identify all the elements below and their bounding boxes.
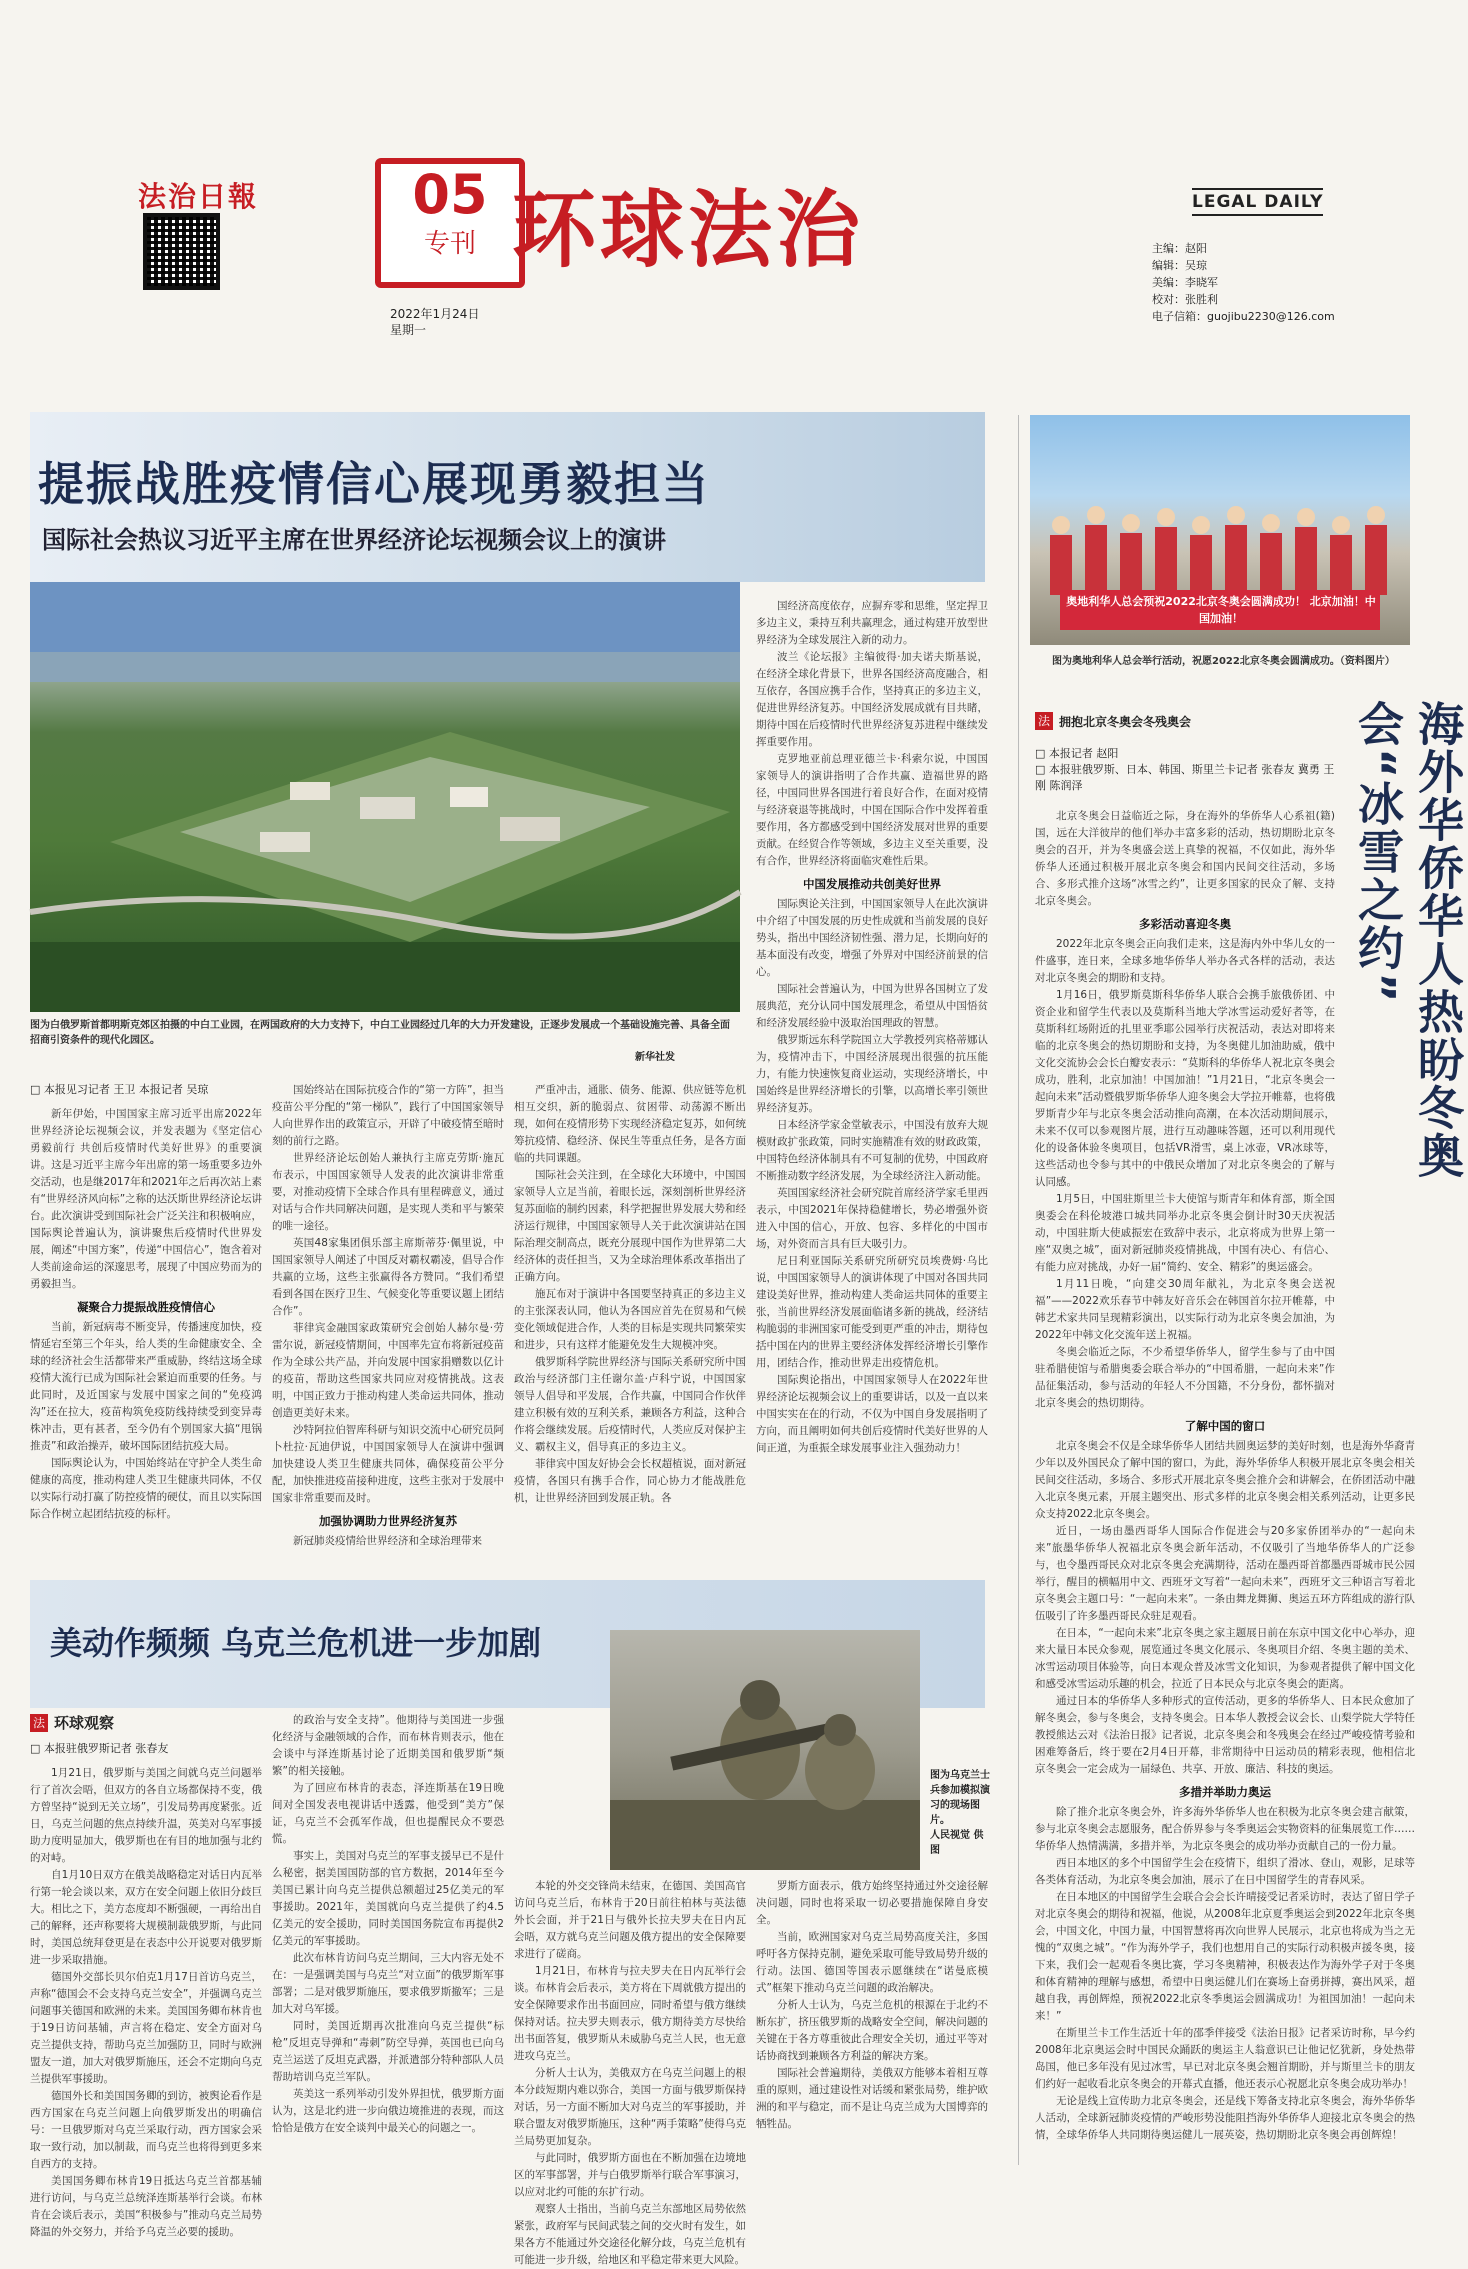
paragraph: 沙特阿拉伯智库科研与知识交流中心研究员阿卜杜拉·瓦迪伊说，中国国家领导人在演讲中强调加快建设人类卫生健康共同体，确保疫苗公平分配，加快推进疫苗接种进度，这些主张对于发展中国家非常重要而及时。 <box>272 1424 504 1504</box>
page-number-badge <box>375 158 525 288</box>
logo-mark-icon: 法 <box>30 1714 48 1732</box>
paragraph: 罗斯方面表示，俄方始终坚持通过外交途径解决问题，同时也将采取一切必要措施保障自身安全。 <box>756 1880 988 1926</box>
subheading: 了解中国的窗口 <box>1184 1419 1266 1433</box>
subheading: 中国发展推动共创美好世界 <box>803 877 941 891</box>
paragraph: 自1月10日双方在俄美战略稳定对话日内瓦举行第一轮会谈以来，双方在安全问题上依旧分歧巨大。相比之下，美方态度却不断强硬，一再给出自己的解释，还声称要将大规模制裁俄罗斯，与此同时，美国总统拜登更是在表态中公开说要对俄罗斯进一步采取措施。 <box>30 1869 262 1966</box>
soldiers-illustration <box>610 1630 920 1870</box>
paragraph: 英国国家经济社会研究院首席经济学家毛里西表示，中国2021年保持稳健增长，势必增强外资进入中国的信心，开放、包容、多样化的中国市场，对外资而言具有巨大吸引力。 <box>756 1187 988 1250</box>
paragraph: 国始终站在国际抗疫合作的“第一方阵”，担当疫苗公平分配的“第一梯队”，践行了中国国家领导人向世界作出的政策宣示，开辟了中破疫情至暗时刻的前行之路。 <box>272 1084 504 1147</box>
paragraph: 国际社会普遍期待，美俄双方能够本着相互尊重的原则，通过建设性对话缓和紧张局势，维护欧洲的和平与稳定，而不是让乌克兰成为大国博弈的牺牲品。 <box>756 2067 988 2130</box>
masthead <box>0 0 1440 337</box>
paragraph: 1月5日，中国驻斯里兰卡大使馆与斯青年和体育部，斯全国奥委会在科伦坡港口城共同举办北京冬奥会倒计时30天庆祝活动，中国驻斯大使戚振宏在致辞中表示，北京将成为世界上第一座“双奥之城”，面对新冠肺炎疫情挑战，中国有决心、有信心、有能力应对挑战，办好一届“简约、安全、精彩”的奥运盛会。 <box>1035 1193 1335 1273</box>
paragraph: 观察人士指出，当前乌克兰东部地区局势依然紧张，政府军与民间武装之间的交火时有发生，如果各方不能通过外交途径化解分歧，乌克兰危机有可能进一步升级，给地区和平稳定带来更大风险。 <box>514 2203 746 2266</box>
paragraph: 国际舆论指出，中国国家领导人在2022年世界经济论坛视频会议上的重要讲话，以及一直以来中国实实在在的行动，不仅为中国自身发展指明了方向，而且阐明如何共创后疫情时代美好世界的人间正道，为重振全球发展事业注入强劲动力！ <box>756 1374 988 1454</box>
paragraph: 分析人士认为，乌克兰危机的根源在于北约不断东扩，挤压俄罗斯的战略安全空间，解决问题的关键在于各方尊重彼此合理安全关切，通过平等对话协商找到兼顾各方利益的解决方案。 <box>756 1999 988 2062</box>
page-number: 05 <box>412 163 488 226</box>
paragraph: 美国国务卿布林肯19日抵达乌克兰首都基辅进行访问，与乌克兰总统泽连斯基举行会谈。布林肯在会谈后表示，美国“积极参与”推动乌克兰局势降温的外交努力，并给予乌克兰必要的援助。 <box>30 2175 262 2238</box>
brand-en: LEGAL DAILY <box>1192 188 1323 216</box>
ukraine-photo-caption: 图为乌克兰士兵参加模拟演习的现场图片。 人民视觉 供图 <box>930 1770 990 1856</box>
paragraph: 俄罗斯远东科学院国立大学教授列宾格蒂娜认为，疫情冲击下，中国经济展现出很强的抗压能力，有能力快速恢复商业运动，实现经济增长，中国始终是世界经济增长的引擎，以高增长率引领世界经济复苏。 <box>756 1034 988 1114</box>
paragraph: 事实上，美国对乌克兰的军事支援早已不是什么秘密，据美国国防部的官方数据，2014年至今美国已累计向乌克兰提供总额超过25亿美元的军事援助。2021年，美国就向乌克兰提供了约4.5亿美元的安全援助，同时美国国务院宣布再提供2亿美元的军事援助。 <box>272 1850 504 1947</box>
lead-column-4 <box>756 598 988 1457</box>
paragraph: 日本经济学家金堂敏表示，中国没有放弃大规模财政扩张政策，同时实施精准有效的财政政策，中国特色经济体制具有不可复制的优势，中国政府不断推动数字经济发展，为全球经济注入新动能。 <box>756 1119 988 1182</box>
paragraph: 北京冬奥会日益临近之际，身在海外的华侨华人心系祖(籍)国，远在大洋彼岸的他们举办丰富多彩的活动，热切期盼北京冬奥会的召开，并为冬奥盛会送上真挚的祝福，不仅如此，海外华侨华人还通过积极开展北京冬奥会和国内民间交往活动，多场合、多形式推介这场“冰雪之约”，让更多国家的民众了解、支持北京冬奥会。 <box>1035 810 1335 907</box>
logo-mark-icon: 法 <box>1035 712 1053 730</box>
paragraph: 新年伊始，中国国家主席习近平出席2022年世界经济论坛视频会议，并发表题为《坚定信心 勇毅前行 共创后疫情时代美好世界》的重要演讲。这是习近平主席今年出席的第一场重要多边外交活动，也是继2017年和2021年之后再次站上素有“世界经济风向标”之称的达沃斯世界经济论坛讲台。此次演讲受到国际社会广泛关注和积极响应，国际舆论普遍认为，演讲聚焦后疫情时代世界发展，阐述“中国方案”，传递“中国信心”，饱含着对人类前途命运的深邃思考，展现了中国应势而为的勇毅担当。 <box>30 1108 262 1290</box>
olympics-column <box>1035 808 1415 2144</box>
paragraph: 1月11日晚，“向建交30周年献礼，为北京冬奥会送祝福”——2022欢乐春节中韩友好音乐会在韩国首尔拉开帷幕，中韩艺术家共同呈现精彩演出，以实际行动为北京冬奥会加油，为2022年中韩文化交流年送上祝福。 <box>1035 1278 1335 1341</box>
paragraph: 1月21日，布林肯与拉夫罗夫在日内瓦举行会谈。布林肯会后表示，美方将在下周就俄方提出的安全保障要求作出书面回应，同时希望与俄方继续保持对话。拉夫罗夫则表示，俄方期待美方尽快给出书面答复，俄罗斯从未威胁乌克兰人民，也无意进攻乌克兰。 <box>514 1965 746 2062</box>
page-label: 专刊 <box>423 229 476 259</box>
subheading: 多彩活动喜迎冬奥 <box>1139 917 1231 931</box>
paragraph: 分析人士认为，美俄双方在乌克兰问题上的根本分歧短期内难以弥合，美国一方面与俄罗斯保持对话，另一方面不断加大对乌克兰的军事援助，并联合盟友对俄罗斯施压，这种“两手策略”使得乌克兰局势更加复杂。 <box>514 2067 746 2147</box>
ukraine-headline: 美动作频频 乌克兰危机进一步加剧 <box>50 1624 542 1662</box>
olympics-photo-caption: 图为奥地利华人总会举行活动，祝愿2022北京冬奥会圆满成功。（资料图片） <box>1052 656 1395 667</box>
lead-photo-credit: 新华社发 <box>635 1052 675 1063</box>
olympics-photo <box>1030 415 1410 645</box>
paragraph: 同时，美国近期再次批准向乌克兰提供“标枪”反坦克导弹和“毒刺”防空导弹，英国也已向乌克兰运送了反坦克武器，并派遣部分特种部队人员帮助培训乌克兰军队。 <box>272 2020 504 2083</box>
paragraph: 西日本地区的多个中国留学生会在疫情下，组织了滑冰、登山，观影，足球等各类体育活动，为北京冬奥会加油，展示了在日中国留学生的青春风采。 <box>1035 1857 1415 1886</box>
paragraph: 在斯里兰卡工作生活近十年的邵季伴接受《法治日报》记者采访时称，早今约2008年北京奥运会时中国民众踊跃的奥运主人翁意识已让他记忆犹新，身处热带岛国，他已多年没有见过冰雪，早已对北京冬奥会翘首期盼，并与斯里兰卡的朋友们约好一起收看北京冬奥会的开幕式直播，他还表示心祝愿北京冬奥会成功举办！ <box>1035 2027 1415 2090</box>
subheading: 凝聚合力提振战胜疫情信心 <box>77 1300 215 1314</box>
paragraph: 本轮的外交交锋尚未结束，在德国、美国高官访问乌克兰后，布林肯于20日前往柏林与英法德外长会面，并于21日与俄外长拉夫罗夫在日内瓦会晤，双方就乌克兰问题及俄方提出的安全保障要求进行了磋商。 <box>514 1880 746 1960</box>
paragraph: 1月21日，俄罗斯与美国之间就乌克兰问题举行了首次会晤，但双方的各自立场都保持不变，俄方曾坚持“说到无关立场”，引发局势再度紧张。近日，乌克兰问题的焦点持续升温，英美对乌军事援助力度明显加大，俄罗斯也在有目的地加强与北约的对峙。 <box>30 1767 262 1864</box>
paragraph: 的政治与安全支持”。他期待与美国进一步强化经济与金融领域的合作，而布林肯则表示，他在会谈中与泽连斯基讨论了近期美国和俄罗斯“频繁”的相关接触。 <box>272 1714 504 1777</box>
paragraph: 尼日利亚国际关系研究所研究员埃费姆·乌比说，中国国家领导人的演讲体现了中国对各国共同建设美好世界，推动构建人类命运共同体的重要主张，当前世界经济发展面临诸多新的挑战，经济结构脆弱的非洲国家可能受到更严重的冲击，期待包括中国在内的世界主要经济体发挥经济增长引擎作用，团结合作，推动世界走出疫情危机。 <box>756 1255 988 1369</box>
ukraine-byline: □ 本报驻俄罗斯记者 张春友 <box>30 1742 169 1755</box>
paragraph: 近日，一场由墨西哥华人国际合作促进会与20多家侨团举办的“一起向未来”旅墨华侨华人祝福北京冬奥会新年活动，不仅吸引了当地华侨华人的广泛参与，也令墨西哥民众对北京冬奥会充满期待，活动在墨西哥首都墨西哥城市民公园举行，醒目的横幅用中文、西班牙文写着“一起向未来”，西班牙文三种语言写着北京冬奥会主题口号：“一起向未来”。一条由舞龙舞狮、奥运五环方阵组成的游行队伍吸引了许多墨西哥民众驻足观看。 <box>1035 1525 1415 1622</box>
olympics-banner-text: 奥地利华人总会预祝2022北京冬奥会圆满成功！ 北京加油！中国加油！ <box>1066 595 1376 625</box>
issue-weekday: 星期一 <box>390 323 427 337</box>
olympics-vertical-title: 海外华侨华人热盼冬奥会“冰雪之约” <box>1351 700 1465 1180</box>
lead-column-1 <box>30 1082 262 1523</box>
ukraine-column-2 <box>272 1712 504 2137</box>
paragraph: 德国外交部长贝尔伯克1月17日首访乌克兰，声称“德国会不会支持乌克兰安全”，并强调乌克兰问题事关德国和欧洲的未来。美国国务卿布林肯也于19日访问基辅，声言将在稳定、安全方面对乌克兰提供支持，帮助乌克兰加强防卫，同时与欧洲盟友一道，加大对俄罗斯施压，还会不定期向乌克兰提供军事援助。 <box>30 1971 262 2085</box>
ukraine-photo <box>610 1630 920 1870</box>
paragraph: 克罗地亚前总理亚德兰卡·科索尔说，中国国家领导人的演讲指明了合作共赢、造福世界的路径，中国同世界各国进行着良好合作，在面对疫情与经济衰退等挑战时，中国在国际合作中发挥着重要作用，各方都感受到中国经济发展对世界的重要贡献。在经贸合作等领域，多边主义至关重要，没有合作，世界经济将面临灾难性后果。 <box>756 753 988 867</box>
subheading: 加强协调助力世界经济复苏 <box>319 1514 457 1528</box>
paragraph: 北京冬奥会不仅是全球华侨华人团结共圆奥运梦的美好时刻，也是海外华裔青少年以及外国民众了解中国的窗口，为此，海外华侨华人积极开展北京冬奥会相关民间交往活动，多场合、多形式开展北京冬奥会推介会和讲解会，在侨团活动中融入北京冬奥元素，开展主题突出、形式多样的北京冬奥会相关系列活动，让更多民众支持2022北京冬奥会。 <box>1035 1440 1415 1520</box>
paragraph: 严重冲击，通胀、债务、能源、供应链等危机相互交织，新的脆弱点、贫困带、动荡源不断出现，如何在疫情形势下实现经济稳定复苏，如何统筹抗疫情、稳经济、保民生等重点任务，是各方面临的共同课题。 <box>514 1084 746 1164</box>
editor-list: 主编：赵阳 编辑：吴琼 美编：李晓军 校对：张胜利 电子信箱：guojibu2230@126.com <box>1152 242 1335 323</box>
ukraine-column-3 <box>514 1878 746 2269</box>
ukraine-tag: 法 环球观察 <box>30 1712 262 1733</box>
olympics-byline: □ 本报记者 赵阳 □ 本报驻俄罗斯、日本、韩国、斯里兰卡记者 张春友 冀勇 王刚 陈润泽 <box>1035 747 1335 792</box>
lead-column-2 <box>272 1082 504 1550</box>
paragraph: 国际社会普遍认为，中国为世界各国树立了发展典范，充分认同中国发展理念，希望从中国悟贫和经济发展经验中汲取治国理政的智慧。 <box>756 983 988 1029</box>
paragraph: 英美这一系列举动引发外界担忧，俄罗斯方面认为，这是北约进一步向俄边境推进的表现，而这恰恰是俄方在安全谈判中最关心的问题之一。 <box>272 2088 504 2134</box>
paragraph: 国际舆论认为，中国始终站在守护全人类生命健康的高度，推动构建人类卫生健康共同体，不仅以实际行动打赢了防控疫情的硬仗，而且以实际国际合作树立起团结抗疫的标杆。 <box>30 1457 262 1520</box>
paragraph: 与此同时，俄罗斯方面也在不断加强在边境地区的军事部署，并与白俄罗斯举行联合军事演习，以应对北约可能的东扩行动。 <box>514 2152 746 2198</box>
paragraph: 世界经济论坛创始人兼执行主席克劳斯·施瓦布表示，中国国家领导人发表的此次演讲非常重要，对推动疫情下全球合作具有里程碑意义，通过对话与合作共同解决问题，是实现人类和平与繁荣的唯一途径。 <box>272 1152 504 1232</box>
paragraph: 国际舆论关注到，中国国家领导人在此次演讲中介绍了中国发展的历史性成就和当前发展的良好势头，指出中国经济韧性强、潜力足，长期向好的基本面没有改变，增强了外界对中国经济前景的信心。 <box>756 898 988 978</box>
paragraph: 1月16日，俄罗斯莫斯科华侨华人联合会携手旅俄侨团、中资企业和留学生代表以及莫斯科当地大学冰雪运动爱好者等，在莫斯科红场附近的扎里亚季耶公园举行庆祝活动，表达对即将来临的北京冬奥会的热切期盼和支持，为冬奥健儿加油助威，俄中文化交流协会会长白瓣安表示：“莫斯科的华侨华人祝北京冬奥会成功，胜利，北京加油！中国加油！”1月21日，“北京冬奥会一起向未来”活动暨俄罗斯华侨华人迎冬奥会大学拉开帷幕，也将俄罗斯青少年与北京冬奥会活动推向高潮，在本次活动期间展示，未来不仅可以参观图片展，进行互动趣味答题，还可以利用现代化的设备体验冬奥项目，包括VR滑雪，桌上冰壶，VR冰球等，这些活动也令参与其中的中俄民众增加了对北京冬奥会的了解与认同感。 <box>1035 989 1335 1188</box>
paragraph: 在日本，“一起向未来”北京冬奥之家主题展日前在东京中国文化中心举办，迎来大量日本民众参观，展览通过冬奥文化展示、冬奥项目介绍、冬奥主题的美术、冰雪运动项目体验等，向日本观众普及冰雪文化知识，为参观者提供了解中国文化和感受冰雪运动乐趣的机会，拉近了日本民众与北京冬奥会的距离。 <box>1035 1627 1415 1690</box>
paragraph: 当前，新冠病毒不断变异，传播速度加快，疫情延宕至第三个年头，给人类的生命健康安全、全球的经济社会生活都带来严重威胁，终结这场全球疫情大流行已成为国际社会紧迫而重要的任务。与此同时，及近国家与发展中国家之间的“免疫鸿沟”还在拉大，疫苗构筑免疫防线持续受到变异毒株冲击，更有甚者，至今仍有个别国家大搞“甩锅推责”和政治操弄，破坏国际团结抗疫大局。 <box>30 1321 262 1452</box>
paragraph: 国际社会关注到，在全球化大环境中，中国国家领导人立足当前，着眼长远，深刻剖析世界经济复苏面临的制约因素，科学把握世界发展大势和经济运行规律，中国国家领导人关于此次演讲站在国际治理交制高点，既充分展现中国作为世界第二大经济体的责任担当，又为全球治理体系改革指出了正确方向。 <box>514 1169 746 1283</box>
olympics-divider <box>1018 415 1019 2165</box>
lead-column-3 <box>514 1082 746 1507</box>
paragraph: 除了推介北京冬奥会外，许多海外华侨华人也在积极为北京冬奥会建言献策，参与北京冬奥会志愿服务，配合侨界参与冬季奥运会实物资料的征集展览工作……华侨华人热情满满，多措并举，为北京冬奥会的成功举办贡献自己的一份力量。 <box>1035 1806 1415 1852</box>
paragraph: 菲律宾金融国家政策研究会创始人赫尔曼·劳雷尔说，新冠疫情期间，中国率先宣布将新冠疫苗作为全球公共产品，并向发展中国家捐赠数以亿计的疫苗，帮助这些国家共同应对疫情挑战。这表明，中国正致力于推动构建人类命运共同体，推动创造更美好未来。 <box>272 1322 504 1419</box>
section-title: 环球法治 <box>512 181 865 279</box>
qr-code-icon <box>143 213 220 290</box>
paragraph: 德国外长和美国国务卿的到访，被舆论看作是西方国家在乌克兰问题上向俄罗斯发出的明确信号：一旦俄罗斯对乌克兰采取行动，西方国家会采取一致行动，加以制裁，而乌克兰也将得到更多来自西方的支持。 <box>30 2090 262 2170</box>
ukraine-column-4 <box>756 1878 988 2133</box>
paragraph: 英国48家集团俱乐部主席斯蒂芬·佩里说，中国国家领导人阐述了中国反对霸权霸凌，倡导合作共赢的立场，这些主张赢得各方赞同。“我们希望看到各国在医疗卫生、气候变化等重要议题上团结合作”。 <box>272 1237 504 1317</box>
paragraph: 为了回应布林肯的表态，泽连斯基在19日晚间对全国发表电视讲话中透露，他受到“美方”保证，乌克兰不会孤军作战，但也提醒民众不要恐慌。 <box>272 1782 504 1845</box>
paragraph: 冬奥会临近之际，不少希望华侨华人，留学生参与了由中国驻希腊使馆与希腊奥委会联合举办的“中国希腊，一起向未来”作品征集活动，参与活动的年轻人不分国籍，不分身份，都怀揣对北京冬奥会的热切期待。 <box>1035 1346 1335 1409</box>
lead-photo-caption: 图为白俄罗斯首都明斯克郊区拍摄的中白工业园，在两国政府的大力支持下，中白工业园经过几年的大力开发建设，正逐步发展成一个基础设施完善、具备全面招商引资条件的现代化园区。 <box>30 1020 730 1046</box>
paragraph: 波兰《论坛报》主编彼得·加夫诺夫斯基说，在经济全球化背景下，世界各国经济高度融合，相互依存，各国应携手合作，坚持真正的多边主义，促进世界经济复苏。中国经济发展成就有目共睹，期待中国在后疫情时代世界经济复苏进程中继续发挥重要作用。 <box>756 651 988 748</box>
paragraph: 当前，欧洲国家对乌克兰局势高度关注，多国呼吁各方保持克制，避免采取可能导致局势升级的行动。法国、德国等国表示愿继续在“诺曼底模式”框架下推动乌克兰问题的政治解决。 <box>756 1931 988 1994</box>
lead-photo <box>30 582 740 1012</box>
paragraph: 无论是线上宣传助力北京冬奥会，还是线下筹备支持北京冬奥会，海外华侨华人活动，全球新冠肺炎疫情的严峻形势没能阻挡海外华侨华人迎接北京冬奥会的热情，全球华侨华人共同期待奥运健儿一展英姿，热切期盼北京冬奥会再创辉煌！ <box>1035 2095 1415 2141</box>
paragraph: 此次布林肯访问乌克兰期间，三大内容无处不在：一是强调美国与乌克兰“对立面”的俄罗斯军事部署；二是对俄罗斯施压，要求俄罗斯撤军；三是加大对乌军援。 <box>272 1952 504 2015</box>
lead-byline: □ 本报见习记者 王卫 本报记者 吴琼 <box>30 1083 209 1096</box>
paragraph: 施瓦布对于演讲中各国要坚持真正的多边主义的主张深表认同，他认为各国应首先在贸易和气候变化领域促进合作，人类的目标是实现共同繁荣实和进步，只有这样才能避免发生大规模冲突。 <box>514 1288 746 1351</box>
paragraph: 菲律宾中国友好协会会长权超植说，面对新冠疫情，各国只有携手合作，同心协力才能战胜危机，让世界经济回到发展正轨。各 <box>514 1458 746 1504</box>
paragraph: 2022年北京冬奥会正向我们走来，这是海内外中华儿女的一件盛事，连日来，全球多地华侨华人举办各式各样的活动，表达对北京冬奥会的期盼和支持。 <box>1035 938 1335 984</box>
subheading: 多措并举助力奥运 <box>1179 1785 1271 1799</box>
industrial-park-illustration <box>30 582 740 1012</box>
newspaper-logo: 法治日報 <box>138 180 259 213</box>
olympics-tag: 法 拥抱北京冬奥会冬残奥会 <box>1035 712 1191 730</box>
issue-date: 2022年1月24日 <box>390 307 480 321</box>
paragraph: 新冠肺炎疫情给世界经济和全球治理带来 <box>293 1535 482 1547</box>
lead-subheadline: 国际社会热议习近平主席在世界经济论坛视频会议上的演讲 <box>42 526 666 554</box>
paragraph: 通过日本的华侨华人多种形式的宣传活动，更多的华侨华人、日本民众愈加了解冬奥会，参与冬奥会，支持冬奥会。日本华人教授会议会长、山梨学院大学特任教授熊达云对《法治日报》记者说，北京冬奥会和冬残奥会在经过严峻疫情考验和困难筹备后，终于要在2月4日开幕，非常期待中日运动员的精彩表现，他相信北京冬奥会一定会成为一届绿色、共享、开放、廉洁、科技的奥运。 <box>1035 1695 1415 1775</box>
paragraph: 国经济高度依存，应摒弃零和思维，坚定捍卫多边主义，秉持互利共赢理念，通过构建开放型世界经济为全球发展注入新的动力。 <box>756 600 988 646</box>
ukraine-column-1 <box>30 1712 262 2241</box>
paragraph: 在日本地区的中国留学生会联合会会长许晴接受记者采访时，表达了留日学子对北京冬奥会的期待和祝福，他说，从2008年北京夏季奥运会到2022年北京冬奥会，中国文化，中国力量，中国智慧将再次向世界人民展示，北京也将成为当之无愧的“双奥之城”。“作为海外学子，我们也想用自己的实际行动积极声援冬奥，接下来，我们会一起观看冬奥比赛，学习冬奥精神，积极表达作为海外学子对于冬奥和体育精神的理解与感想，希望中日奥运健儿们在赛场上奋勇拼搏，赛出风采，超越自我，再创辉煌，预祝2022北京冬季奥运会圆满成功！为祖国加油！一起向未来！” <box>1035 1891 1415 2022</box>
paragraph: 俄罗斯科学院世界经济与国际关系研究所中国政治与经济部门主任谢尔盖·卢科宁说，中国国家领导人倡导和平发展，合作共赢，中国同合作伙伴建立积极有效的互利关系，兼顾各方利益，这种合作将会继续发展。后疫情时代，人类应反对保护主义、霸权主义，倡导真正的多边主义。 <box>514 1356 746 1453</box>
lead-headline: 提振战胜疫情信心展现勇毅担当 <box>38 457 710 511</box>
